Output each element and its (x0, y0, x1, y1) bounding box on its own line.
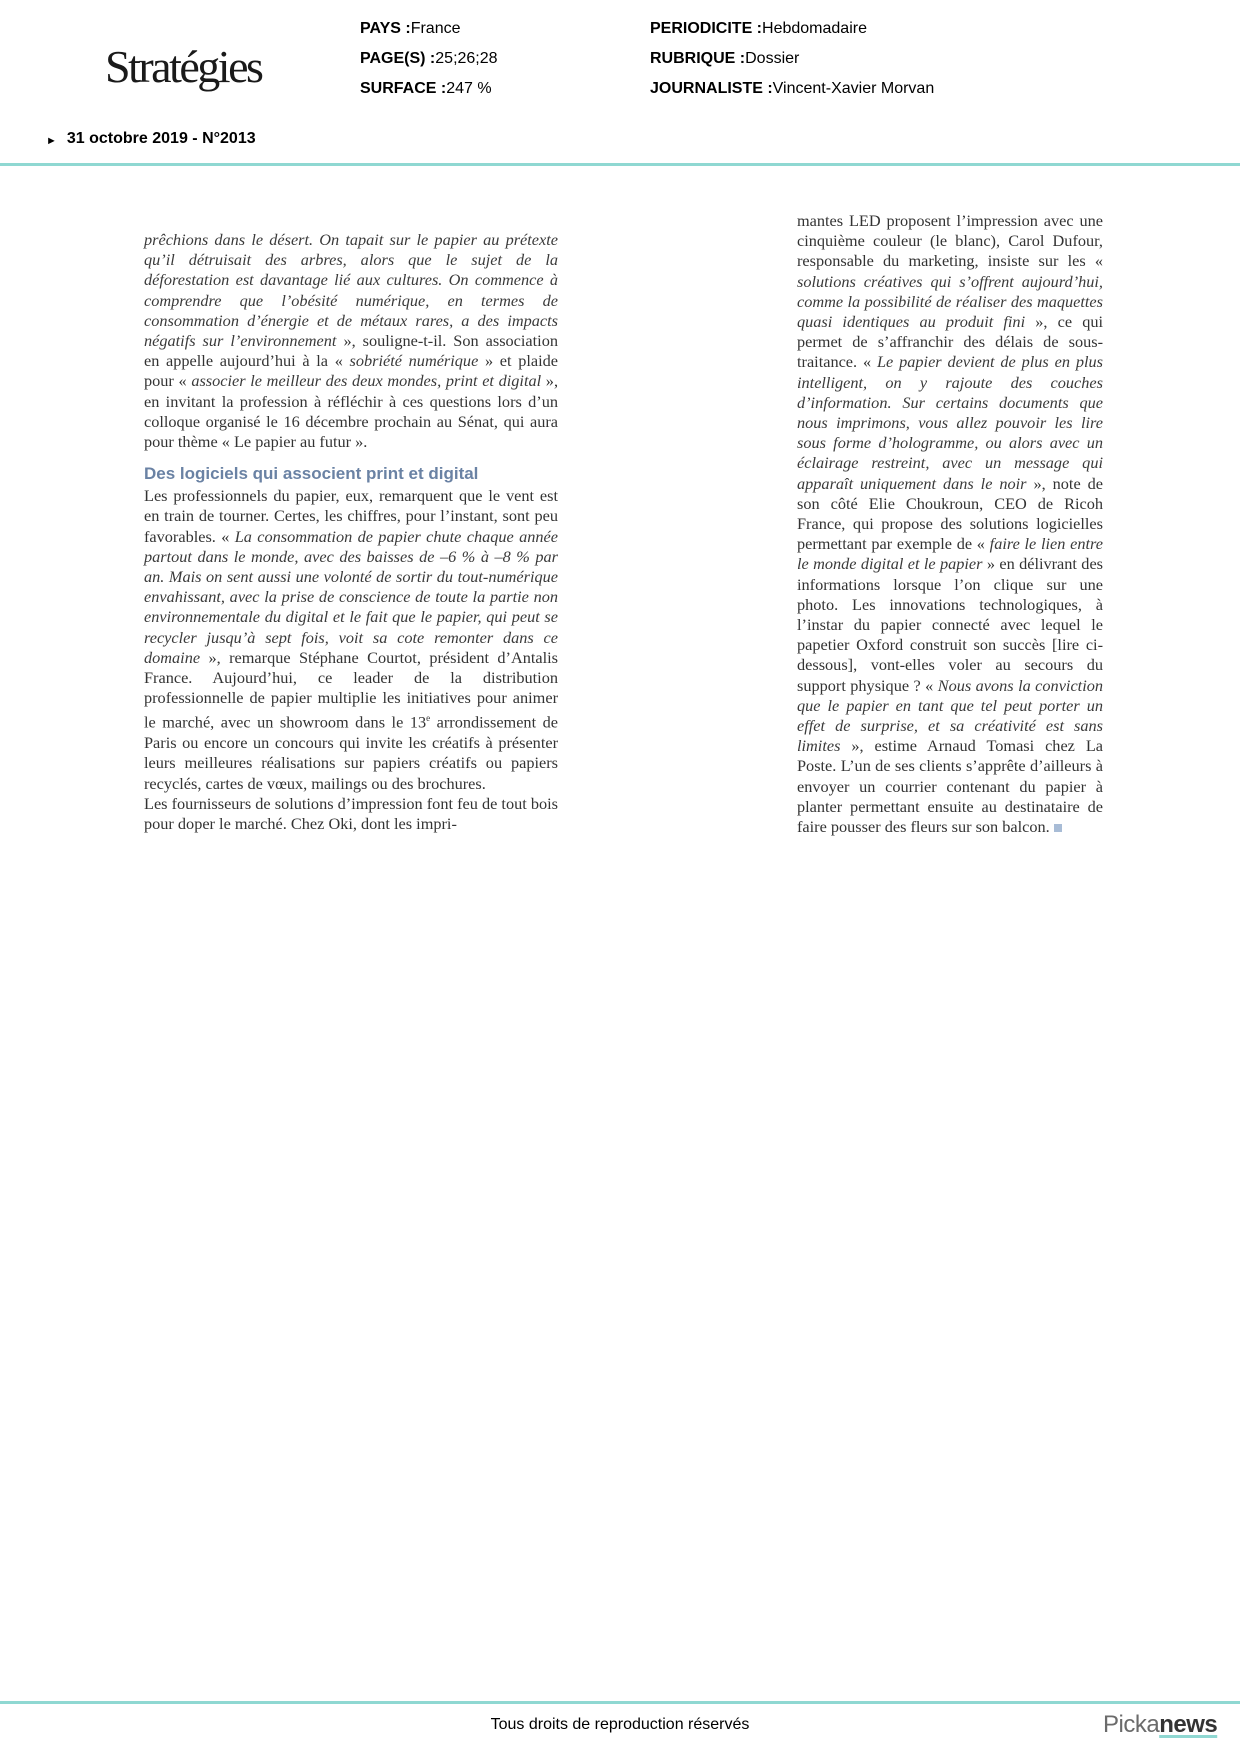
rubrique-row (650, 44, 934, 74)
surface-label: SURFACE : (360, 80, 447, 97)
text-run: mantes LED proposent l’impression avec une cinquième couleur (le blanc), Carol Dufour, responsable du marketing, insiste sur les « (797, 211, 1103, 271)
paragraph: Les fournisseurs de solutions d’impression font feu de tout bois pour doper le marché. Chez Oki, dont les impri- (144, 793, 558, 833)
pages-row (360, 44, 498, 74)
paragraph (144, 230, 558, 452)
pages-value: 25;26;28 (435, 50, 498, 67)
quote: sobriété numérique (349, 351, 479, 371)
text-run: », note de son côté Elie Choukroun, CEO de Ricoh France, qui propose des solutions logicielles permettant par exemple de « (797, 473, 1103, 554)
section-subheading: Des logiciels qui associent print et digital (144, 464, 479, 484)
pays-label: PAYS : (360, 20, 411, 37)
quote: Le papier devient de plus en plus intelligent, on y rajoute des couches d’information. Sur certains documents que nous imprimons, vous allez pouvoir les lire sous forme d’hologramme, ou alors avec un éclairage restreint, avec un message qui apparaît uniquement dans le noir (797, 352, 1103, 493)
rights-notice: Tous droits de reproduction réservés (490, 1716, 750, 1733)
pays-value: France (410, 20, 461, 37)
logo-wordmark: Stratégies (105, 41, 262, 92)
text-run: arrondissement de Paris ou encore un concours qui invite les créatifs à présenter leurs meilleures réalisations sur papiers créatifs ou papiers recyclés, cartes de vœux, mailings ou des brochures. (144, 712, 558, 793)
periodicite-label: PERIODICITE : (650, 20, 763, 37)
article-column-right (797, 211, 1103, 837)
quote: associer le meilleur des deux mondes, print et digital (191, 371, 542, 391)
header-divider (0, 163, 1240, 166)
article-column-left (144, 230, 558, 834)
play-arrow-icon: ► (46, 135, 57, 147)
text-run: », ce qui permet de s’affranchir des délais de sous-traitance. « (797, 312, 1103, 372)
text-run: », en invitant la profession à réfléchir à ces questions lors d’un colloque organisé le 16 décembre prochain au Sénat, qui aura pour thème « Le papier au futur ». (144, 371, 559, 452)
quote: faire le lien entre le monde digital et le papier (797, 534, 1103, 574)
text-run: » en délivrant des informations lorsque l’on clique sur une photo. Les innovations technologiques, à l’instar du papier connecté avec lequel le papetier Oxford construit son succès [lire ci-dessous], vont-elles voler au secours du support physique ? « (797, 554, 1104, 695)
brand-thin: Picka (1103, 1711, 1160, 1738)
text-run: », remarque Stéphane Courtot, président d’Antalis France. Aujourd’hui, ce leader de la distribution professionnelle de papier multiplie les initiatives pour animer le marché, avec un showroom dans le 13 (144, 647, 558, 732)
pickanews-logo (1103, 1711, 1217, 1739)
text-run: », souligne-t-il. Son association en appelle aujourd’hui à la « (144, 331, 558, 371)
text-run: Les professionnels du papier, eux, remarquent que le vent est en train de tourner. Certes, les chiffres, pour l’instant, sont peu favorables. « (144, 486, 558, 546)
strategies-logo-mark (105, 38, 300, 106)
rubrique-label: RUBRIQUE : (650, 50, 746, 67)
superscript: e (426, 713, 431, 724)
text-run: », estime Arnaud Tomasi chez La Poste. L’un de ses clients s’apprête d’ailleurs à envoyer un courrier contenant du papier à planter permettant ensuite au destinataire de faire pousser des fleurs sur son balcon. (797, 736, 1103, 837)
quote: La consommation de papier chute chaque année partout dans le monde, avec des baisses de –6 % à –8 % par an. Mais on sent aussi une volonté de sortir du tout-numérique envahissant, avec la prise de conscience de toute la partie non environnementale du digital et le fait que le papier, qui peut se recycler jusqu’à sept fois, voit sa cote remonter dans ce domaine (144, 526, 559, 667)
periodicite-value: Hebdomadaire (762, 20, 867, 37)
quote: prêchions dans le désert. On tapait sur le papier au prétexte qu’il détruisait des arbres, alors que le sujet de la déforestation est davantage lié aux cultures. On commence à comprendre que l’obésité numérique, en termes de consommation d’énergie et de métaux rares, a des impacts négatifs sur l’environnement (144, 230, 558, 351)
issue-date-text: 31 octobre 2019 - N°2013 (66, 130, 256, 147)
pages-label: PAGE(S) : (360, 50, 436, 67)
issue-date (46, 130, 256, 148)
periodicite-row (650, 14, 934, 44)
paragraph (797, 211, 1103, 837)
journaliste-value: Vincent-Xavier Morvan (772, 80, 935, 97)
journaliste-label: JOURNALISTE : (650, 80, 773, 97)
surface-value: 247 % (446, 80, 492, 97)
quote: solutions créatives qui s’offrent aujourd’hui, comme la possibilité de réaliser des maquettes quasi identiques au produit fini (797, 271, 1103, 332)
strategies-logo (105, 38, 300, 106)
journaliste-row (650, 74, 934, 104)
meta-right (650, 14, 934, 104)
brand-bold: news (1159, 1711, 1218, 1738)
paragraph (144, 486, 558, 793)
footer-divider (0, 1701, 1240, 1704)
quote: Nous avons la conviction que le papier en tant que tel peut porter un effet de surprise, et sa créativité est sans limites (797, 675, 1103, 756)
surface-row (360, 74, 498, 104)
rubrique-value: Dossier (745, 50, 800, 67)
text-run: » et plaide pour « (144, 351, 559, 391)
pays-row (360, 14, 498, 44)
end-of-article-square-icon (1054, 824, 1062, 832)
meta-left (360, 14, 498, 104)
